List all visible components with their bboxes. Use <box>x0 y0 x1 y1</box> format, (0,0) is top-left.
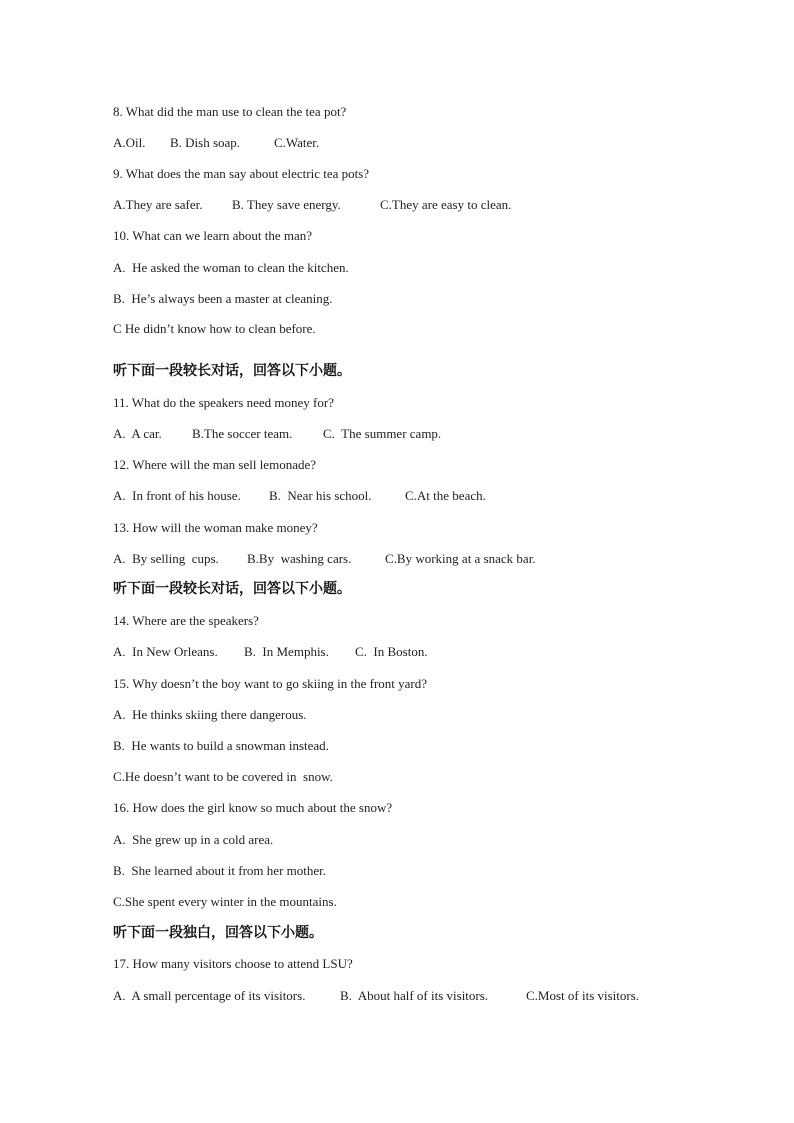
question-13-option-a: A. By selling cups. <box>113 551 219 566</box>
question-13-option-b: B.By washing cars. <box>247 551 352 566</box>
question-8-text: 8. What did the man use to clean the tea pot? <box>113 104 347 119</box>
question-17-option-b: B. About half of its visitors. <box>340 988 489 1003</box>
question-12-option-b: B. Near his school. <box>269 488 372 503</box>
question-14-option-a: A. In New Orleans. <box>113 644 218 659</box>
question-9-option-b: B. They save energy. <box>232 197 341 212</box>
question-15-option-a: A. He thinks skiing there dangerous. <box>113 707 307 722</box>
question-8-option-b: B. Dish soap. <box>170 135 241 150</box>
section-heading-2: 听下面一段较长对话，回答以下小题。 <box>113 581 351 597</box>
question-11-text: 11. What do the speakers need money for? <box>113 395 334 410</box>
question-9-text: 9. What does the man say about electric tea pots? <box>113 166 370 181</box>
question-12-option-a: A. In front of his house. <box>113 488 241 503</box>
question-15-text: 15. Why doesn’t the boy want to go skiing in the front yard? <box>113 676 427 691</box>
question-16-option-c: C.She spent every winter in the mountains. <box>113 894 337 909</box>
question-15-option-b: B. He wants to build a snowman instead. <box>113 738 329 753</box>
question-11-option-b: B.The soccer team. <box>192 426 293 441</box>
question-10-option-c: C He didn’t know how to clean before. <box>113 321 316 336</box>
question-16-option-b: B. She learned about it from her mother. <box>113 863 327 878</box>
question-14-text: 14. Where are the speakers? <box>113 613 259 628</box>
question-13-text: 13. How will the woman make money? <box>113 520 318 535</box>
question-10-text: 10. What can we learn about the man? <box>113 228 313 243</box>
question-17-text: 17. How many visitors choose to attend LSU? <box>113 956 353 971</box>
question-13-option-c: C.By working at a snack bar. <box>385 551 536 566</box>
question-17-option-c: C.Most of its visitors. <box>526 988 640 1003</box>
question-12-option-c: C.At the beach. <box>405 488 486 503</box>
question-15-option-c: C.He doesn’t want to be covered in snow. <box>113 769 333 784</box>
question-16-option-a: A. She grew up in a cold area. <box>113 832 274 847</box>
question-11-option-a: A. A car. <box>113 426 162 441</box>
question-14-option-c: C. In Boston. <box>355 644 428 659</box>
question-9-option-c: C.They are easy to clean. <box>380 197 512 212</box>
question-8-option-a: A.Oil. <box>113 135 146 150</box>
question-9-option-a: A.They are safer. <box>113 197 203 212</box>
question-12-text: 12. Where will the man sell lemonade? <box>113 457 316 472</box>
question-11-option-c: C. The summer camp. <box>323 426 442 441</box>
question-14-option-b: B. In Memphis. <box>244 644 329 659</box>
section-heading-3: 听下面一段独白，回答以下小题。 <box>113 925 323 941</box>
question-16-text: 16. How does the girl know so much about the snow? <box>113 800 393 815</box>
section-heading-1: 听下面一段较长对话，回答以下小题。 <box>113 363 351 379</box>
question-17-option-a: A. A small percentage of its visitors. <box>113 988 306 1003</box>
question-8-option-c: C.Water. <box>274 135 320 150</box>
question-10-option-a: A. He asked the woman to clean the kitchen. <box>113 260 349 275</box>
question-10-option-b: B. He’s always been a master at cleaning. <box>113 291 333 306</box>
